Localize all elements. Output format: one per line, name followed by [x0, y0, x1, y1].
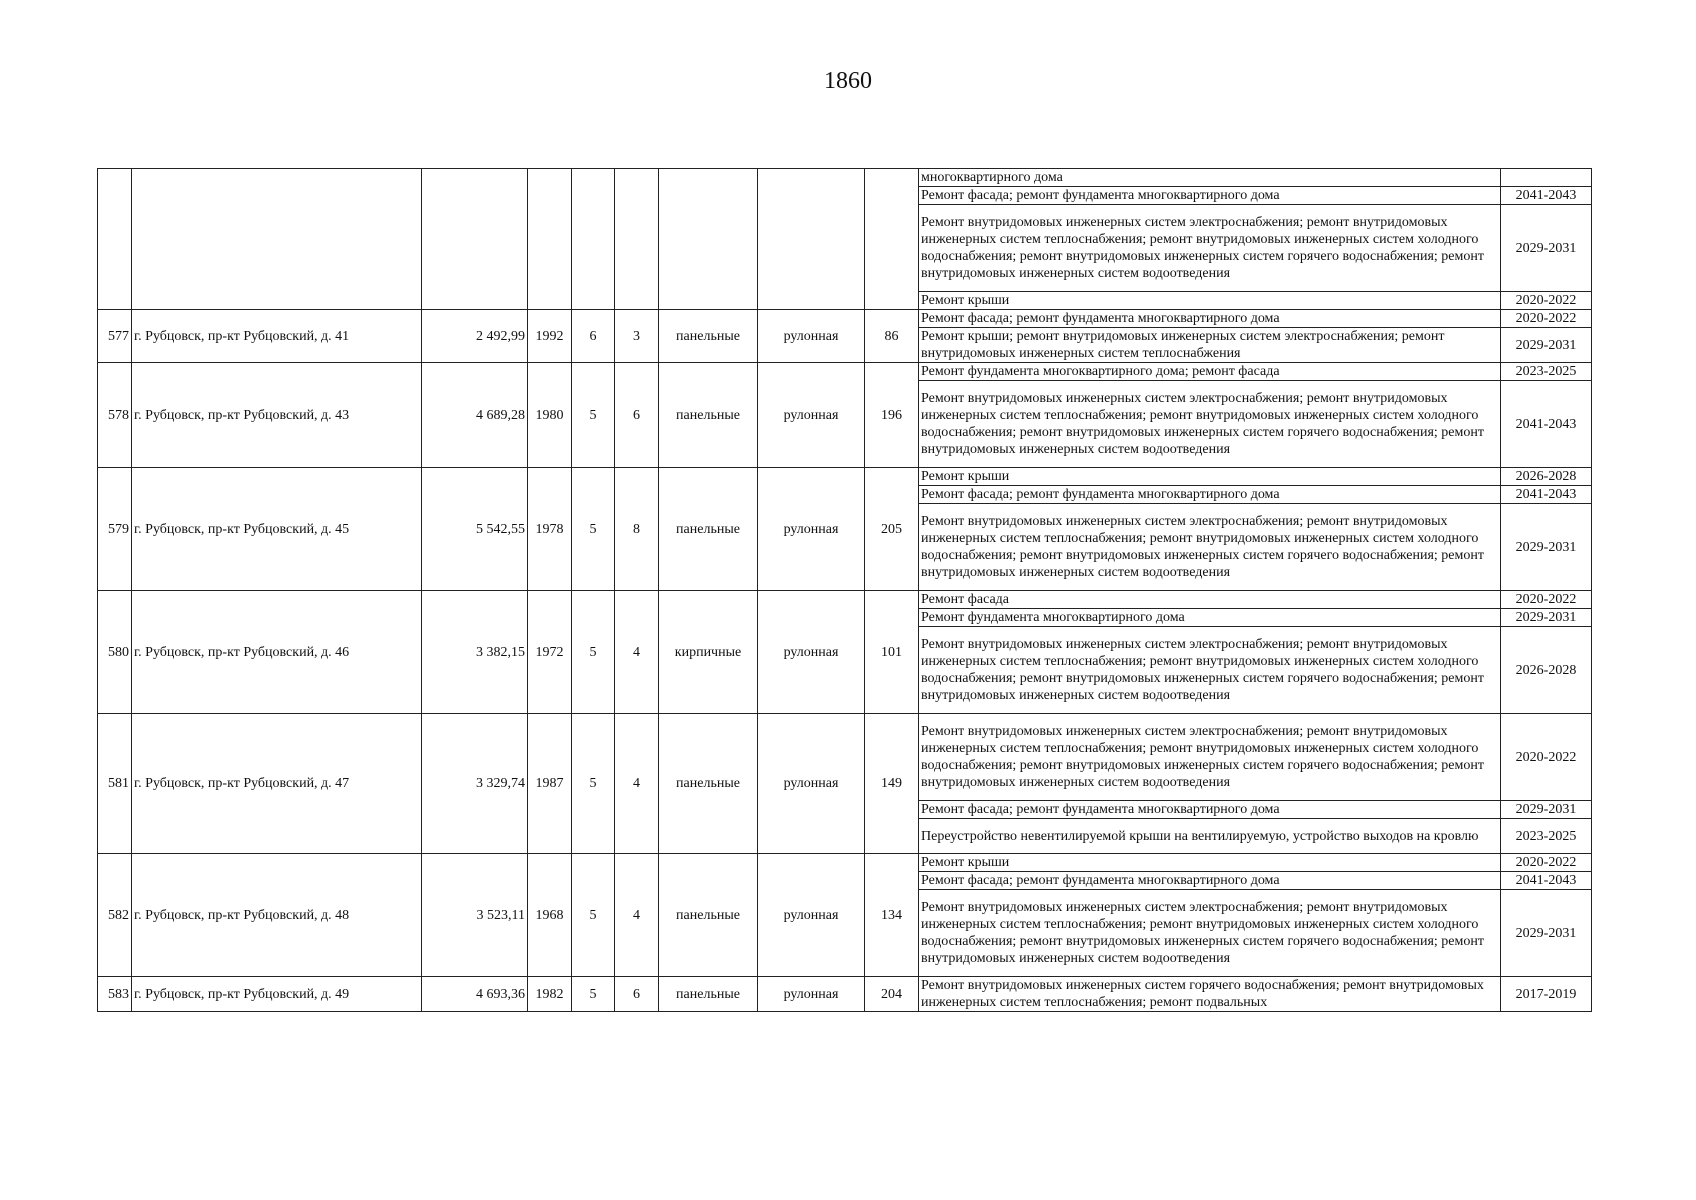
work-description-cell: Ремонт внутридомовых инженерных систем электроснабжения; ремонт внутридомовых инженерных систем теплоснабжения; ремонт внутридомовых инженерных систем холодного водоснабжения; ремонт внутридомовых инженерных систем горячего водоснабжения; ремонт внутридомовых инженерных систем водоотведения: [919, 205, 1501, 292]
work-period-cell: 2026-2028: [1501, 468, 1592, 486]
floors-cell: 5: [572, 977, 615, 1012]
work-period-cell: 2020-2022: [1501, 854, 1592, 872]
row-number: 577: [98, 310, 132, 363]
table-row: [98, 363, 1592, 381]
work-period-cell: 2029-2031: [1501, 890, 1592, 977]
work-description-cell: Ремонт крыши: [919, 292, 1501, 310]
address-cell: г. Рубцовск, пр-кт Рубцовский, д. 43: [132, 363, 422, 468]
year-cell: [528, 169, 572, 310]
residents-cell: 204: [865, 977, 919, 1012]
residents-cell: 134: [865, 854, 919, 977]
residents-cell: 196: [865, 363, 919, 468]
row-number: 580: [98, 591, 132, 714]
work-period-cell: 2029-2031: [1501, 801, 1592, 819]
wall-material-cell: панельные: [659, 854, 758, 977]
table-body: [98, 169, 1592, 1012]
table-row: [98, 714, 1592, 801]
row-number: 582: [98, 854, 132, 977]
residents-cell: 86: [865, 310, 919, 363]
floors-cell: 5: [572, 468, 615, 591]
year-cell: 1982: [528, 977, 572, 1012]
entrances-cell: 6: [615, 363, 659, 468]
work-description-cell: Ремонт фундамента многоквартирного дома: [919, 609, 1501, 627]
entrances-cell: 3: [615, 310, 659, 363]
year-cell: 1978: [528, 468, 572, 591]
table-row: [98, 310, 1592, 328]
work-period-cell: 2041-2043: [1501, 187, 1592, 205]
wall-material-cell: панельные: [659, 977, 758, 1012]
address-cell: г. Рубцовск, пр-кт Рубцовский, д. 41: [132, 310, 422, 363]
work-period-cell: 2029-2031: [1501, 609, 1592, 627]
entrances-cell: 6: [615, 977, 659, 1012]
work-period-cell: 2041-2043: [1501, 486, 1592, 504]
area-cell: 2 492,99: [422, 310, 528, 363]
address-cell: г. Рубцовск, пр-кт Рубцовский, д. 49: [132, 977, 422, 1012]
year-cell: 1992: [528, 310, 572, 363]
address-cell: г. Рубцовск, пр-кт Рубцовский, д. 47: [132, 714, 422, 854]
work-description-cell: Ремонт фасада: [919, 591, 1501, 609]
table-row: [98, 468, 1592, 486]
row-number: 581: [98, 714, 132, 854]
floors-cell: 5: [572, 363, 615, 468]
work-period-cell: 2041-2043: [1501, 872, 1592, 890]
address-cell: г. Рубцовск, пр-кт Рубцовский, д. 48: [132, 854, 422, 977]
roof-type-cell: [758, 169, 865, 310]
table-row: [98, 591, 1592, 609]
work-description-cell: Ремонт внутридомовых инженерных систем электроснабжения; ремонт внутридомовых инженерных систем теплоснабжения; ремонт внутридомовых инженерных систем холодного водоснабжения; ремонт внутридомовых инженерных систем горячего водоснабжения; ремонт внутридомовых инженерных систем водоотведения: [919, 627, 1501, 714]
year-cell: 1987: [528, 714, 572, 854]
roof-type-cell: рулонная: [758, 310, 865, 363]
work-description-cell: Переустройство невентилируемой крыши на вентилируемую, устройство выходов на кровлю: [919, 819, 1501, 854]
work-period-cell: 2029-2031: [1501, 205, 1592, 292]
work-description-cell: Ремонт фасада; ремонт фундамента многоквартирного дома: [919, 872, 1501, 890]
work-description-cell: Ремонт фасада; ремонт фундамента многоквартирного дома: [919, 486, 1501, 504]
year-cell: 1972: [528, 591, 572, 714]
floors-cell: [572, 169, 615, 310]
work-description-cell: Ремонт фундамента многоквартирного дома; ремонт фасада: [919, 363, 1501, 381]
work-period-cell: 2020-2022: [1501, 591, 1592, 609]
residents-cell: 101: [865, 591, 919, 714]
wall-material-cell: панельные: [659, 714, 758, 854]
work-period-cell: 2026-2028: [1501, 627, 1592, 714]
table-row: [98, 169, 1592, 187]
entrances-cell: 8: [615, 468, 659, 591]
area-cell: 4 693,36: [422, 977, 528, 1012]
area-cell: 4 689,28: [422, 363, 528, 468]
roof-type-cell: рулонная: [758, 363, 865, 468]
work-period-cell: 2020-2022: [1501, 714, 1592, 801]
work-description-cell: многоквартирного дома: [919, 169, 1501, 187]
row-number: 578: [98, 363, 132, 468]
floors-cell: 5: [572, 591, 615, 714]
row-number: [98, 169, 132, 310]
roof-type-cell: рулонная: [758, 854, 865, 977]
row-number: 583: [98, 977, 132, 1012]
wall-material-cell: [659, 169, 758, 310]
work-period-cell: 2017-2019: [1501, 977, 1592, 1012]
page-number: 1860: [824, 68, 872, 94]
entrances-cell: 4: [615, 591, 659, 714]
work-period-cell: 2020-2022: [1501, 310, 1592, 328]
address-cell: г. Рубцовск, пр-кт Рубцовский, д. 45: [132, 468, 422, 591]
residents-cell: 149: [865, 714, 919, 854]
floors-cell: 5: [572, 854, 615, 977]
work-description-cell: Ремонт фасада; ремонт фундамента многоквартирного дома: [919, 801, 1501, 819]
work-period-cell: 2029-2031: [1501, 504, 1592, 591]
table-row: [98, 977, 1592, 1012]
area-cell: [422, 169, 528, 310]
work-period-cell: 2023-2025: [1501, 363, 1592, 381]
wall-material-cell: кирпичные: [659, 591, 758, 714]
work-description-cell: Ремонт внутридомовых инженерных систем электроснабжения; ремонт внутридомовых инженерных систем теплоснабжения; ремонт внутридомовых инженерных систем холодного водоснабжения; ремонт внутридомовых инженерных систем горячего водоснабжения; ремонт внутридомовых инженерных систем водоотведения: [919, 890, 1501, 977]
work-period-cell: 2041-2043: [1501, 381, 1592, 468]
entrances-cell: [615, 169, 659, 310]
work-description-cell: Ремонт внутридомовых инженерных систем электроснабжения; ремонт внутридомовых инженерных систем теплоснабжения; ремонт внутридомовых инженерных систем холодного водоснабжения; ремонт внутридомовых инженерных систем горячего водоснабжения; ремонт внутридомовых инженерных систем водоотведения: [919, 714, 1501, 801]
address-cell: [132, 169, 422, 310]
entrances-cell: 4: [615, 854, 659, 977]
roof-type-cell: рулонная: [758, 977, 865, 1012]
floors-cell: 6: [572, 310, 615, 363]
work-description-cell: Ремонт крыши; ремонт внутридомовых инженерных систем электроснабжения; ремонт внутридомовых инженерных систем теплоснабжения: [919, 328, 1501, 363]
area-cell: 3 329,74: [422, 714, 528, 854]
wall-material-cell: панельные: [659, 310, 758, 363]
table-row: [98, 854, 1592, 872]
row-number: 579: [98, 468, 132, 591]
work-description-cell: Ремонт внутридомовых инженерных систем электроснабжения; ремонт внутридомовых инженерных систем теплоснабжения; ремонт внутридомовых инженерных систем холодного водоснабжения; ремонт внутридомовых инженерных систем горячего водоснабжения; ремонт внутридомовых инженерных систем водоотведения: [919, 381, 1501, 468]
year-cell: 1980: [528, 363, 572, 468]
year-cell: 1968: [528, 854, 572, 977]
residents-cell: 205: [865, 468, 919, 591]
work-period-cell: 2029-2031: [1501, 328, 1592, 363]
area-cell: 3 382,15: [422, 591, 528, 714]
repair-schedule-table: [97, 168, 1592, 1012]
roof-type-cell: рулонная: [758, 591, 865, 714]
work-description-cell: Ремонт крыши: [919, 854, 1501, 872]
work-period-cell: 2020-2022: [1501, 292, 1592, 310]
area-cell: 3 523,11: [422, 854, 528, 977]
roof-type-cell: рулонная: [758, 714, 865, 854]
floors-cell: 5: [572, 714, 615, 854]
work-period-cell: [1501, 169, 1592, 187]
work-period-cell: 2023-2025: [1501, 819, 1592, 854]
wall-material-cell: панельные: [659, 363, 758, 468]
wall-material-cell: панельные: [659, 468, 758, 591]
address-cell: г. Рубцовск, пр-кт Рубцовский, д. 46: [132, 591, 422, 714]
area-cell: 5 542,55: [422, 468, 528, 591]
work-description-cell: Ремонт крыши: [919, 468, 1501, 486]
work-description-cell: Ремонт фасада; ремонт фундамента многоквартирного дома: [919, 310, 1501, 328]
entrances-cell: 4: [615, 714, 659, 854]
residents-cell: [865, 169, 919, 310]
roof-type-cell: рулонная: [758, 468, 865, 591]
work-description-cell: Ремонт фасада; ремонт фундамента многоквартирного дома: [919, 187, 1501, 205]
work-description-cell: Ремонт внутридомовых инженерных систем электроснабжения; ремонт внутридомовых инженерных систем теплоснабжения; ремонт внутридомовых инженерных систем холодного водоснабжения; ремонт внутридомовых инженерных систем горячего водоснабжения; ремонт внутридомовых инженерных систем водоотведения: [919, 504, 1501, 591]
work-description-cell: Ремонт внутридомовых инженерных систем горячего водоснабжения; ремонт внутридомовых инженерных систем теплоснабжения; ремонт подвальных: [919, 977, 1501, 1012]
